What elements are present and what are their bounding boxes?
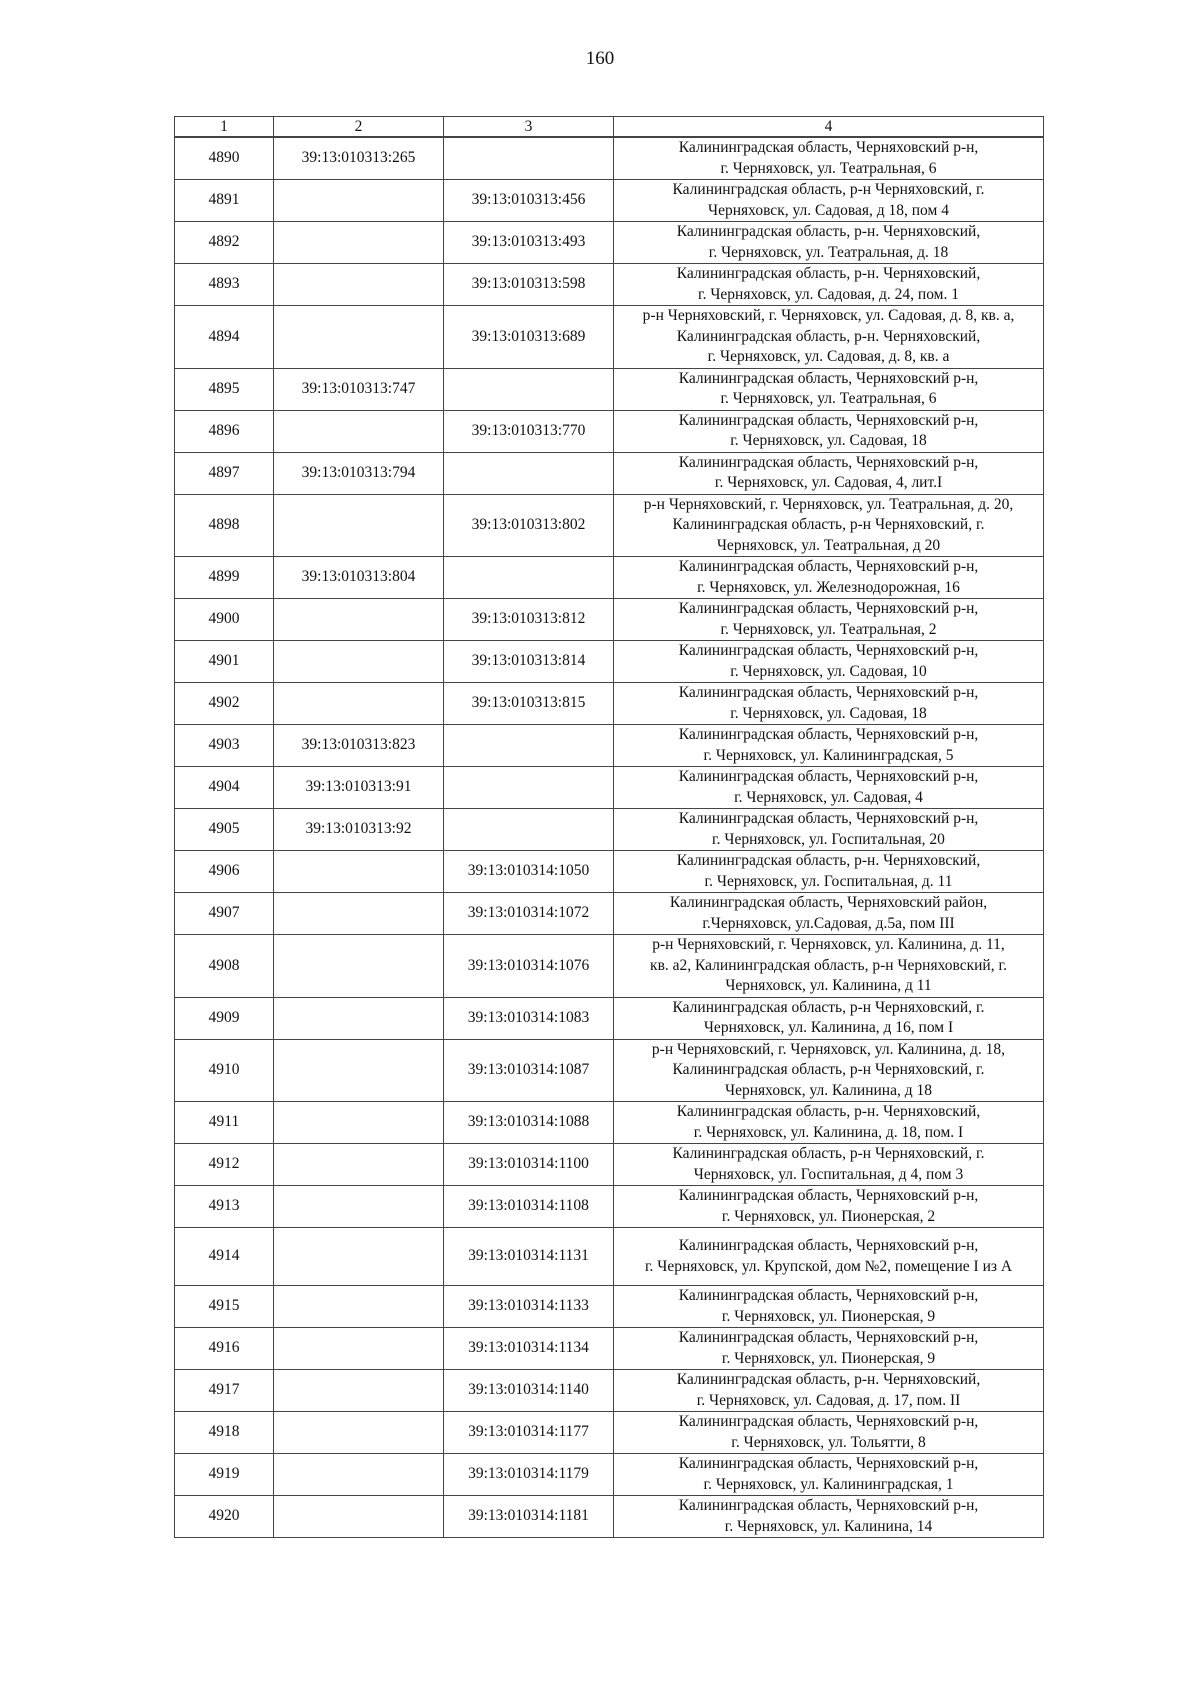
cadastral-number-cell: 39:13:010314:1072 [444, 893, 614, 935]
cadastral-number-cell: 39:13:010314:1177 [444, 1412, 614, 1454]
address-line: г. Черняховск, ул. Железнодорожная, 16 [697, 578, 960, 596]
table-row [175, 809, 1044, 851]
address-line: Калининградская область, Черняховский р-н, [678, 1187, 979, 1204]
address-cell [614, 1496, 1044, 1538]
table-row [175, 557, 1044, 599]
row-number-cell: 4913 [175, 1186, 274, 1228]
table-row [175, 222, 1044, 264]
address-line: г. Черняховск, ул. Пионерская, 9 [721, 1307, 936, 1325]
address-line: Черняховск, ул. Театральная, д 20 [716, 536, 941, 554]
cadastral-number-cell [274, 997, 444, 1039]
cadastral-number-cell: 39:13:010314:1134 [444, 1328, 614, 1370]
address-line: г. Черняховск, ул. Крупской, дом №2, помещение I из А [644, 1257, 1013, 1275]
row-number-cell: 4905 [175, 809, 274, 851]
address-cell [614, 893, 1044, 935]
cadastral-number-cell: 39:13:010314:1087 [444, 1039, 614, 1102]
address-line: Черняховск, ул. Калинина, д 18 [725, 1081, 932, 1099]
address-cell [614, 1328, 1044, 1370]
address-line: р-н Черняховский, г. Черняховск, ул. Садовая, д. 8, кв. а, [642, 307, 1015, 324]
cadastral-number-cell [274, 935, 444, 998]
table-row [175, 1286, 1044, 1328]
table-row [175, 1328, 1044, 1370]
cadastral-number-cell [274, 1370, 444, 1412]
cadastral-number-cell: 39:13:010313:598 [444, 264, 614, 306]
address-line: Черняховск, ул. Калинина, д 11 [725, 977, 932, 994]
cadastral-number-cell [444, 557, 614, 599]
cadastral-number-cell [274, 641, 444, 683]
row-number-cell: 4898 [175, 494, 274, 557]
address-line: г. Черняховск, ул. Садовая, 18 [730, 704, 927, 722]
table-row [175, 683, 1044, 725]
cadastral-number-cell: 39:13:010313:815 [444, 683, 614, 725]
address-line: Калининградская область, р-н. Черняховский, [676, 223, 981, 240]
address-cell [614, 1412, 1044, 1454]
address-cell [614, 1286, 1044, 1328]
address-line: г. Черняховск, ул. Садовая, 4, лит.I [714, 474, 943, 491]
row-number-cell: 4911 [175, 1102, 274, 1144]
table-row [175, 264, 1044, 306]
cadastral-number-cell [274, 494, 444, 557]
cadastral-number-cell [274, 222, 444, 264]
row-number-cell: 4900 [175, 599, 274, 641]
address-line: Калининградская область, Черняховский р-н, [678, 1455, 979, 1472]
address-line: Калининградская область, Черняховский р-н, [678, 684, 979, 701]
table-row [175, 1228, 1044, 1286]
cadastral-number-cell: 39:13:010313:456 [444, 180, 614, 222]
address-cell [614, 1186, 1044, 1228]
table-row [175, 997, 1044, 1039]
cadastral-number-cell [274, 306, 444, 369]
address-line: Калининградская область, Черняховский р-н, [678, 1413, 979, 1430]
cadastral-number-cell: 39:13:010313:265 [274, 137, 444, 180]
row-number-cell: 4896 [175, 410, 274, 452]
address-line: г. Черняховск, ул. Тольятти, 8 [731, 1433, 926, 1451]
address-cell [614, 935, 1044, 998]
row-number-cell: 4891 [175, 180, 274, 222]
cadastral-number-cell [444, 368, 614, 410]
cadastral-number-cell: 39:13:010314:1181 [444, 1496, 614, 1538]
address-line: Калининградская область, р-н Черняховский, г. [672, 181, 985, 198]
address-line: г. Черняховск, ул. Пионерская, 2 [721, 1207, 936, 1225]
cadastral-number-cell [274, 1186, 444, 1228]
cadastral-number-cell [274, 683, 444, 725]
address-line: г. Черняховск, ул. Садовая, 10 [730, 662, 927, 680]
address-line: Калининградская область, Черняховский р-н, [678, 1237, 979, 1254]
address-cell [614, 306, 1044, 369]
row-number-cell: 4902 [175, 683, 274, 725]
cadastral-number-cell [274, 1412, 444, 1454]
cadastral-number-cell [274, 1102, 444, 1144]
table-row [175, 494, 1044, 557]
address-cell [614, 557, 1044, 599]
table-row [175, 599, 1044, 641]
address-line: Калининградская область, Черняховский р-н, [678, 411, 979, 429]
table-row [175, 767, 1044, 809]
address-line: р-н Черняховский, г. Черняховск, ул. Калинина, д. 18, [651, 1040, 1006, 1058]
table-row [175, 410, 1044, 452]
cadastral-number-cell [274, 264, 444, 306]
cadastral-number-cell: 39:13:010313:802 [444, 494, 614, 557]
address-line: р-н Черняховский, г. Черняховск, ул. Калинина, д. 11, [652, 936, 1005, 953]
row-number-cell: 4906 [175, 851, 274, 893]
address-cell [614, 767, 1044, 809]
cadastral-number-cell: 39:13:010314:1108 [444, 1186, 614, 1228]
table-row [175, 1412, 1044, 1454]
cadastral-number-cell: 39:13:010313:92 [274, 809, 444, 851]
address-line: Калининградская область, Черняховский р-н, [678, 726, 979, 743]
address-line: г. Черняховск, ул. Театральная, д. 18 [708, 243, 949, 261]
cadastral-number-cell [274, 1144, 444, 1186]
cadastral-number-cell [274, 1228, 444, 1286]
table-row [175, 368, 1044, 410]
table-row [175, 935, 1044, 998]
cadastral-number-cell [274, 1454, 444, 1496]
address-line: Калининградская область, Черняховский район, [669, 894, 988, 911]
row-number-cell: 4903 [175, 725, 274, 767]
address-cell [614, 137, 1044, 180]
address-line: Калининградская область, р-н. Черняховский, [676, 852, 981, 869]
table-row [175, 725, 1044, 767]
table-row [175, 180, 1044, 222]
cadastral-number-cell: 39:13:010313:823 [274, 725, 444, 767]
address-line: Калининградская область, Черняховский р-н, [678, 1497, 979, 1514]
row-number-cell: 4919 [175, 1454, 274, 1496]
cadastral-number-cell: 39:13:010314:1088 [444, 1102, 614, 1144]
table-body [175, 137, 1044, 1538]
address-cell [614, 809, 1044, 851]
cadastral-number-cell [274, 410, 444, 452]
table-row [175, 1186, 1044, 1228]
column-header-1: 1 [175, 117, 274, 138]
cadastral-number-cell: 39:13:010313:794 [274, 452, 444, 494]
address-line: Калининградская область, р-н Черняховский, г. [672, 1145, 985, 1162]
cadastral-number-cell: 39:13:010314:1050 [444, 851, 614, 893]
row-number-cell: 4892 [175, 222, 274, 264]
address-cell [614, 1144, 1044, 1186]
address-line: г. Черняховск, ул. Калининградская, 5 [703, 746, 954, 764]
cadastral-number-cell [274, 1039, 444, 1102]
address-line: г. Черняховск, ул. Госпитальная, д. 11 [704, 872, 953, 890]
address-cell [614, 410, 1044, 452]
address-line: г. Черняховск, ул. Калининградская, 1 [703, 1475, 954, 1493]
column-header-2: 2 [274, 117, 444, 138]
row-number-cell: 4895 [175, 368, 274, 410]
cadastral-number-cell [274, 851, 444, 893]
address-cell [614, 599, 1044, 641]
cadastral-number-cell [274, 893, 444, 935]
row-number-cell: 4908 [175, 935, 274, 998]
address-line: г. Черняховск, ул. Госпитальная, 20 [712, 830, 945, 848]
address-cell [614, 1370, 1044, 1412]
cadastral-number-cell [274, 1496, 444, 1538]
table-row [175, 1102, 1044, 1144]
registry-table [174, 116, 1044, 1538]
address-cell [614, 641, 1044, 683]
address-line: Калининградская область, Черняховский р-н, [678, 453, 979, 471]
row-number-cell: 4897 [175, 452, 274, 494]
row-number-cell: 4912 [175, 1144, 274, 1186]
cadastral-number-cell [444, 725, 614, 767]
cadastral-number-cell: 39:13:010314:1140 [444, 1370, 614, 1412]
cadastral-number-cell: 39:13:010313:812 [444, 599, 614, 641]
address-cell [614, 997, 1044, 1039]
address-line: г. Черняховск, ул. Садовая, д. 24, пом. 1 [697, 285, 959, 303]
address-line: г. Черняховск, ул. Садовая, д. 8, кв. а [707, 348, 950, 365]
cadastral-number-cell: 39:13:010314:1133 [444, 1286, 614, 1328]
address-line: Калининградская область, Черняховский р-н, [678, 558, 979, 575]
address-line: Калининградская область, Черняховский р-н, [678, 642, 979, 659]
cadastral-number-cell: 39:13:010313:814 [444, 641, 614, 683]
cadastral-number-cell [274, 1328, 444, 1370]
address-cell [614, 264, 1044, 306]
cadastral-number-cell [444, 137, 614, 180]
row-number-cell: 4910 [175, 1039, 274, 1102]
address-line: р-н Черняховский, г. Черняховск, ул. Театральная, д. 20, [643, 495, 1014, 513]
address-line: г. Черняховск, ул. Театральная, 6 [720, 159, 937, 177]
cadastral-number-cell: 39:13:010313:770 [444, 410, 614, 452]
cadastral-number-cell: 39:13:010313:804 [274, 557, 444, 599]
column-header-3: 3 [444, 117, 614, 138]
cadastral-number-cell: 39:13:010313:747 [274, 368, 444, 410]
table-row [175, 1496, 1044, 1538]
address-line: кв. а2, Калининградская область, р-н Черняховский, г. [650, 956, 1007, 974]
row-number-cell: 4914 [175, 1228, 274, 1286]
address-line: г. Черняховск, ул. Пионерская, 9 [721, 1349, 936, 1367]
address-cell [614, 725, 1044, 767]
address-line: Калининградская область, Черняховский р-н, [678, 1329, 979, 1346]
table-row [175, 641, 1044, 683]
column-header-4: 4 [614, 117, 1044, 138]
address-line: г. Черняховск, ул. Театральная, 2 [720, 620, 937, 638]
cadastral-number-cell [274, 180, 444, 222]
address-line: Черняховск, ул. Калинина, д 16, пом I [703, 1019, 954, 1036]
address-line: Калининградская область, Черняховский р-н, [678, 1287, 979, 1304]
row-number-cell: 4915 [175, 1286, 274, 1328]
address-line: г.Черняховск, ул.Садовая, д.5а, пом III [702, 914, 955, 932]
row-number-cell: 4894 [175, 306, 274, 369]
address-cell [614, 222, 1044, 264]
address-line: г. Черняховск, ул. Калинина, д. 18, пом. I [693, 1123, 964, 1141]
cadastral-number-cell [274, 599, 444, 641]
row-number-cell: 4890 [175, 137, 274, 180]
address-line: Калининградская область, р-н. Черняховский, [676, 327, 981, 345]
address-line: Калининградская область, р-н. Черняховский, [676, 1371, 981, 1388]
cadastral-number-cell: 39:13:010313:689 [444, 306, 614, 369]
address-line: Калининградская область, Черняховский р-н, [678, 600, 979, 617]
row-number-cell: 4904 [175, 767, 274, 809]
row-number-cell: 4916 [175, 1328, 274, 1370]
address-cell [614, 683, 1044, 725]
row-number-cell: 4899 [175, 557, 274, 599]
page-number: 160 [585, 48, 615, 69]
address-cell [614, 851, 1044, 893]
row-number-cell: 4893 [175, 264, 274, 306]
cadastral-number-cell [444, 767, 614, 809]
table-row [175, 1370, 1044, 1412]
table-row [175, 1454, 1044, 1496]
row-number-cell: 4917 [175, 1370, 274, 1412]
table-header-row [175, 117, 1044, 138]
address-line: Калининградская область, р-н Черняховский, г. [672, 998, 985, 1016]
table-row [175, 452, 1044, 494]
address-line: Калининградская область, р-н. Черняховский, [676, 265, 981, 282]
table-row [175, 137, 1044, 180]
address-cell [614, 1039, 1044, 1102]
address-line: г. Черняховск, ул. Калинина, 14 [724, 1517, 933, 1535]
row-number-cell: 4920 [175, 1496, 274, 1538]
address-line: г. Черняховск, ул. Садовая, 4 [734, 788, 923, 806]
cadastral-number-cell: 39:13:010314:1179 [444, 1454, 614, 1496]
row-number-cell: 4918 [175, 1412, 274, 1454]
address-cell [614, 452, 1044, 494]
cadastral-number-cell: 39:13:010314:1100 [444, 1144, 614, 1186]
address-line: Калининградская область, Черняховский р-н, [678, 768, 979, 785]
address-cell [614, 494, 1044, 557]
address-line: г. Черняховск, ул. Театральная, 6 [720, 390, 937, 407]
address-cell [614, 1228, 1044, 1286]
row-number-cell: 4907 [175, 893, 274, 935]
address-cell [614, 368, 1044, 410]
cadastral-number-cell: 39:13:010314:1131 [444, 1228, 614, 1286]
address-line: Калининградская область, Черняховский р-н, [678, 369, 979, 387]
address-line: Черняховск, ул. Госпитальная, д 4, пом 3 [693, 1165, 964, 1183]
cadastral-number-cell [444, 809, 614, 851]
address-cell [614, 1102, 1044, 1144]
row-number-cell: 4901 [175, 641, 274, 683]
table-row [175, 851, 1044, 893]
address-line: Калининградская область, Черняховский р-н, [678, 810, 979, 827]
cadastral-number-cell: 39:13:010314:1076 [444, 935, 614, 998]
cadastral-number-cell: 39:13:010313:91 [274, 767, 444, 809]
table-row [175, 306, 1044, 369]
address-cell [614, 1454, 1044, 1496]
table-row [175, 1039, 1044, 1102]
address-line: г. Черняховск, ул. Садовая, 18 [730, 432, 927, 449]
table-row [175, 1144, 1044, 1186]
address-line: Калининградская область, р-н Черняховский, г. [672, 1061, 985, 1078]
address-line: Калининградская область, Черняховский р-н, [678, 139, 979, 156]
cadastral-number-cell [444, 452, 614, 494]
address-line: г. Черняховск, ул. Садовая, д. 17, пом. II [696, 1391, 961, 1409]
row-number-cell: 4909 [175, 997, 274, 1039]
table-row [175, 893, 1044, 935]
cadastral-number-cell [274, 1286, 444, 1328]
cadastral-number-cell: 39:13:010314:1083 [444, 997, 614, 1039]
address-cell [614, 180, 1044, 222]
address-line: Калининградская область, р-н. Черняховский, [676, 1103, 981, 1120]
cadastral-number-cell: 39:13:010313:493 [444, 222, 614, 264]
address-line: Черняховск, ул. Садовая, д 18, пом 4 [708, 201, 949, 219]
address-line: Калининградская область, р-н Черняховский, г. [672, 516, 985, 533]
